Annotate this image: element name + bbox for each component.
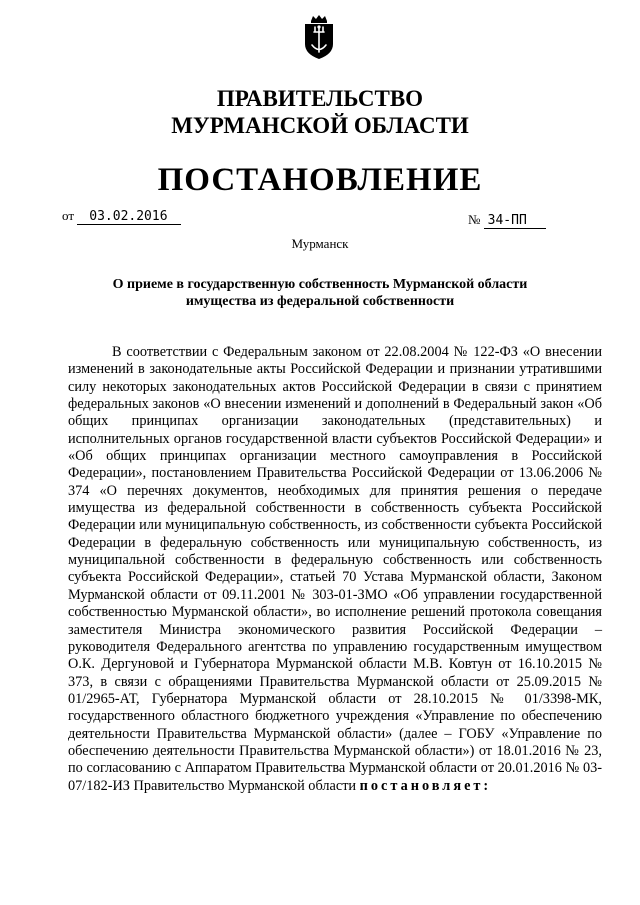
coat-of-arms-icon xyxy=(302,14,336,60)
body-paragraph-text: В соответствии с Федеральным законом от 22.08.2004 № 122-ФЗ «О внесении изменений в законодательные акты Российской Федерации и признании утратившими силу некоторых законодательных актов Российской Федерации в связи с принятием федеральных законов «О внесении изменений и дополнений в Федеральный закон «Об общих принципах организации законодательных (представительных) и исполнительных органов государственной власти субъектов Российской Федерации» и «Об общих принципах организации местного самоуправления в Российской Федерации», постановлением Правительства Российской Федерации от 13.06.2006 № 374 «О перечнях документов, необходимых для принятия решения о передаче имущества из федеральной собственности в собственность субъекта Российской Федерации или муниципальную собственность, из собственности субъекта Российской Федерации в федеральную собственность или муниципальную собственность, из муниципальной собственности в федеральную собственность или собственность субъекта Российской Федерации», статьей 70 Устава Мурманской области, Законом Мурманской области от 09.11.2001 № 303-01-ЗМО «Об управлении государственной собственностью Мурманской области», во исполнение решений протокола совещания заместителя Министра экономического развития Российской Федерации – руководителя Федерального агентства по управлению государственным имуществом О.К. Дергуновой и Губернатора Мурманской области М.В. Ковтун от 16.10.2015 № 373, в связи с обращениями Правительства Мурманской области от 25.09.2015 № 01/2965-АТ, Губернатора Мурманской области от 28.10.2015 № 01/3398-МК, государственного областного бюджетного учреждения «Управление по обеспечению деятельности Правительства Мурманской области» (далее – ГОБУ «Управление по обеспечению деятельности Правительства Мурманской области») от 18.01.2016 № 23, по согласованию с Аппаратом Правительства Мурманской области от 20.01.2016 № 03-07/182-ИЗ Правительство Мурманской области xyxy=(68,344,602,794)
document-date xyxy=(62,208,181,225)
government-name-line1: ПРАВИТЕЛЬСТВО xyxy=(216,86,424,111)
decision-word: постановляет: xyxy=(359,777,492,794)
document-body xyxy=(68,344,602,795)
document-city: Мурманск xyxy=(291,236,349,251)
government-name-line2: МУРМАНСКОЙ ОБЛАСТИ xyxy=(171,113,469,138)
number-value: 34-ПП xyxy=(484,214,546,229)
number-label: № xyxy=(468,212,481,227)
document-type-title: ПОСТАНОВЛЕНИЕ xyxy=(157,162,483,198)
document-number xyxy=(468,212,546,229)
document-subject: О приеме в государственную собственность Мурманской области имущества из федеральной собственности xyxy=(112,277,528,309)
date-label: от xyxy=(62,208,75,223)
date-value: 03.02.2016 xyxy=(77,210,181,225)
